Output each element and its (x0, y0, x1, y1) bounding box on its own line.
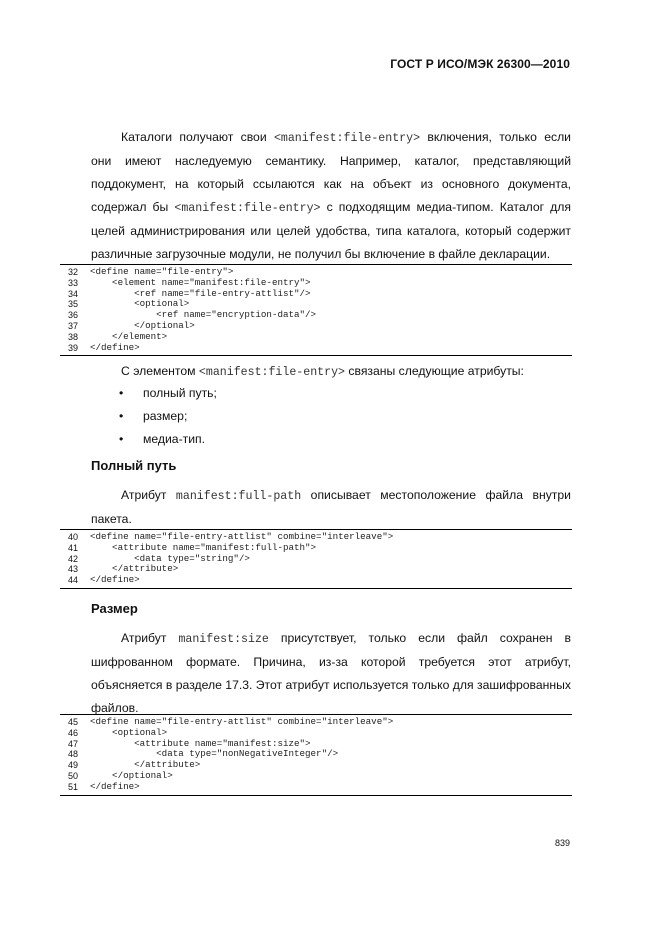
list-item-text: медиа-тип. (143, 432, 206, 446)
paragraph-text: с подходящим медиа-типом. Каталог для целей администрирования или целей удобства, типа каталога, который содержит различные загрузочные модули, не получил бы включение в файле декларации. (91, 200, 571, 261)
code-text: </define> (90, 780, 140, 792)
code-listing-full-path (60, 529, 572, 589)
paragraph-text: присутствует, только если файл сохранен в шифрованном формате. Причина, из-за которой требуется этот атрибут, объясняется в разделе 17.3. Этот атрибут используется только для зашифрованных файлов. (91, 631, 571, 715)
code-line (60, 343, 572, 354)
line-number: 33 (67, 277, 78, 288)
inline-code: manifest:full-path (175, 490, 302, 503)
list-item-text: полный путь; (143, 386, 217, 400)
code-listing-size (60, 714, 572, 796)
line-number: 45 (67, 717, 78, 727)
code-text: <optional> (90, 298, 190, 310)
code-text: </element> (90, 330, 168, 342)
code-text: </define> (90, 574, 140, 586)
code-listing-file-entry (60, 264, 572, 356)
line-number: 51 (67, 781, 78, 792)
paragraph-text: описывает местоположение файла внутри пакета. (91, 488, 571, 526)
document-header: ГОСТ Р ИСО/МЭК 26300—2010 (390, 57, 570, 71)
code-line (60, 728, 572, 739)
code-text: <data type="nonNegativeInteger"/> (90, 748, 339, 760)
code-text: </define> (90, 341, 140, 353)
inline-code: <manifest:file-entry> (198, 366, 346, 379)
code-text: </optional> (90, 319, 195, 331)
code-text: <define name="file-entry"> (90, 266, 234, 277)
page-number: 839 (554, 838, 570, 848)
line-number: 49 (67, 760, 78, 771)
code-text: <ref name="file-entry-attlist"/> (90, 287, 311, 299)
paragraph-size (91, 627, 571, 720)
line-number: 32 (67, 267, 78, 277)
paragraph-text: Атрибут (121, 488, 176, 502)
line-number: 39 (67, 342, 78, 353)
line-number: 36 (67, 310, 78, 321)
inline-code: <manifest:file-entry> (273, 132, 421, 145)
code-text: <optional> (90, 726, 168, 738)
code-text: <define name="file-entry-attlist" combine="interleave"> (90, 716, 394, 727)
code-text: <attribute name="manifest:full-path"> (90, 541, 317, 553)
paragraph-text: связаны следующие атрибуты: (345, 364, 524, 378)
code-text: </optional> (90, 769, 173, 781)
list-item-text: размер; (143, 409, 188, 423)
line-number: 48 (67, 749, 78, 760)
code-text: <define name="file-entry-attlist" combine="interleave"> (90, 531, 394, 542)
line-number: 47 (67, 738, 78, 749)
bullet-marker: • (119, 432, 124, 446)
line-number: 46 (67, 727, 78, 738)
paragraph-text: Каталоги получают свои (121, 130, 274, 144)
paragraph-attributes-intro (91, 360, 571, 384)
section-heading-size: Размер (91, 601, 138, 616)
bullet-marker: • (119, 409, 124, 423)
code-text: </attribute> (90, 759, 201, 771)
code-text: <attribute name="manifest:size"> (90, 737, 311, 749)
line-number: 38 (67, 331, 78, 342)
code-line (60, 332, 572, 343)
line-number: 40 (67, 532, 78, 542)
line-number: 44 (67, 575, 78, 586)
code-line (60, 543, 572, 554)
paragraph-text: С элементом (121, 364, 199, 378)
line-number: 42 (67, 553, 78, 564)
code-text: <ref name="encryption-data"/> (90, 309, 317, 321)
paragraph-text: включения, только если они имеют наследуемую семантику. Например, каталог, представляющий поддокумент, на который ссылаются как на объект из основного документа, содержал бы (91, 130, 571, 214)
code-text: </attribute> (90, 563, 179, 575)
bullet-marker: • (119, 386, 124, 400)
line-number: 34 (67, 288, 78, 299)
section-heading-full-path: Полный путь (91, 458, 177, 473)
paragraph-directories (91, 126, 571, 266)
line-number: 35 (67, 299, 78, 310)
inline-code: manifest:size (178, 633, 269, 646)
code-text: <data type="string"/> (90, 552, 250, 564)
line-number: 43 (67, 564, 78, 575)
line-number: 41 (67, 542, 78, 553)
code-line (60, 575, 572, 586)
paragraph-full-path (91, 484, 571, 531)
code-text: <element name="manifest:file-entry"> (90, 276, 311, 288)
line-number: 50 (67, 770, 78, 781)
code-line (60, 782, 572, 793)
inline-code: <manifest:file-entry> (174, 202, 321, 215)
code-line (60, 278, 572, 289)
paragraph-text: Атрибут (121, 631, 179, 645)
line-number: 37 (67, 320, 78, 331)
